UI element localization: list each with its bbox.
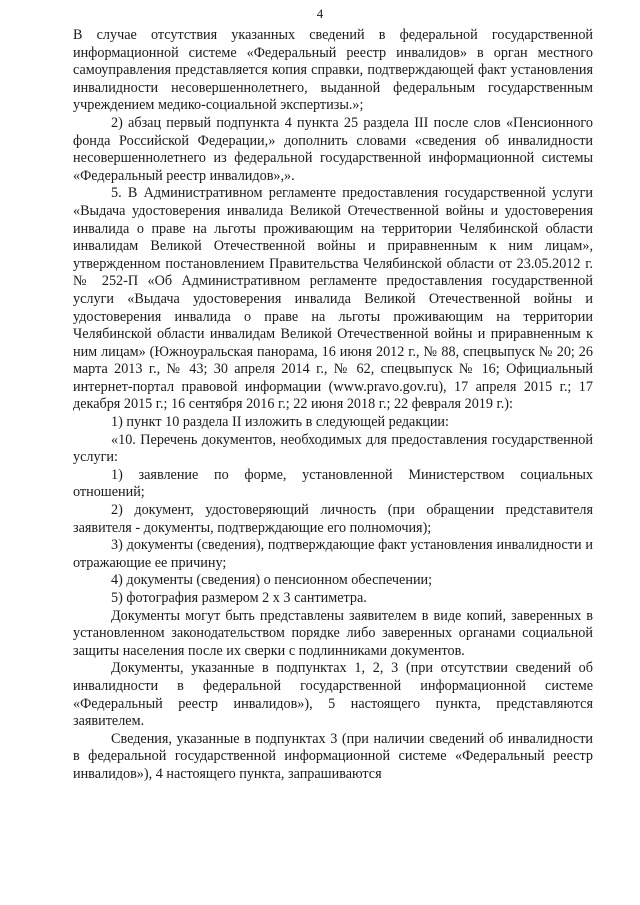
list-item-identity-document: 2) документ, удостоверяющий личность (при обращении представителя заявителя - документы, подтверждающие его полномочия); xyxy=(73,502,593,536)
paragraph-absence-of-info: В случае отсутствия указанных сведений в федеральной государственной информационной системе «Федеральный реестр инвалидов» в орган местного самоуправления представляется копия справки, подтверждающей факт установления инвалидности несовершеннолетнего, выданной федеральным государственным учреждением медико-социальной экспертизы.»; xyxy=(73,27,593,114)
list-item-photo: 5) фотография размером 2 х 3 сантиметра. xyxy=(111,590,367,606)
paragraph-documents-by-applicant: Документы, указанные в подпунктах 1, 2, 3 (при отсутствии сведений об инвалидности в федеральной государственной информационной системе «Федеральный реестр инвалидов»), 5 настоящего пункта, представляются заявителем. xyxy=(73,660,593,730)
document-body xyxy=(73,27,593,784)
paragraph-information-requested: Сведения, указанные в подпунктах 3 (при наличии сведений об инвалидности в федеральной государственной информационной системе «Федеральный реестр инвалидов»), 4 настоящего пункта, запрашиваются xyxy=(73,730,593,782)
paragraph-item-5-admin-regulation: 5. В Административном регламенте предоставления государственной услуги «Выдача удостоверения инвалида Великой Отечественной войны и удостоверения инвалида о праве на льготы проживающим на территории Челябинской области инвалидам Великой Отечественной войны и приравненным к ним лицам», утвержденном постановлением Правительства Челябинской области от 23.05.2012 г. № 252-П «Об Административном регламенте предоставления государственной услуги «Выдача удостоверения инвалида Великой Отечественной войны и удостоверения инвалида о праве на льготы проживающим на территории Челябинской области инвалидам Великой Отечественной войны и приравненным к ним лицам» (Южноуральская панорама, 16 июня 2012 г., № 88, спецвыпуск № 20; 26 марта 2013 г., № 43; 30 апреля 2014 г., № 62, спецвыпуск № 16; Официальный интернет-портал правовой информации (www.pravo.gov.ru), 17 апреля 2015 г.; 17 декабря 2015 г.; 16 сентября 2016 г.; 22 июня 2018 г.; 22 февраля 2019 г.): xyxy=(73,185,593,413)
paragraph-copies-certification: Документы могут быть представлены заявителем в виде копий, заверенных в установленном законодательством порядке либо заверенных органами социальной защиты населения после их сверки с подлинниками документов. xyxy=(73,607,593,659)
paragraph-subitem-1-point-10: 1) пункт 10 раздела II изложить в следующей редакции: xyxy=(111,414,449,431)
list-item-disability-documents: 3) документы (сведения), подтверждающие факт установления инвалидности и отражающие ее причину; xyxy=(73,537,593,571)
page-number: 4 xyxy=(316,6,324,21)
paragraph-item-2-pension-fund: 2) абзац первый подпункта 4 пункта 25 раздела III после слов «Пенсионного фонда Российской Федерации,» дополнить словами «сведения об инвалидности несовершеннолетнего из федеральной государственной информационной системы «Федеральный реестр инвалидов»,». xyxy=(73,114,593,184)
paragraph-point-10-heading: «10. Перечень документов, необходимых для предоставления государственной услуги: xyxy=(73,431,593,466)
list-item-pension-documents: 4) документы (сведения) о пенсионном обеспечении; xyxy=(111,572,433,589)
list-item-application: 1) заявление по форме, установленной Министерством социальных отношений; xyxy=(73,466,593,501)
